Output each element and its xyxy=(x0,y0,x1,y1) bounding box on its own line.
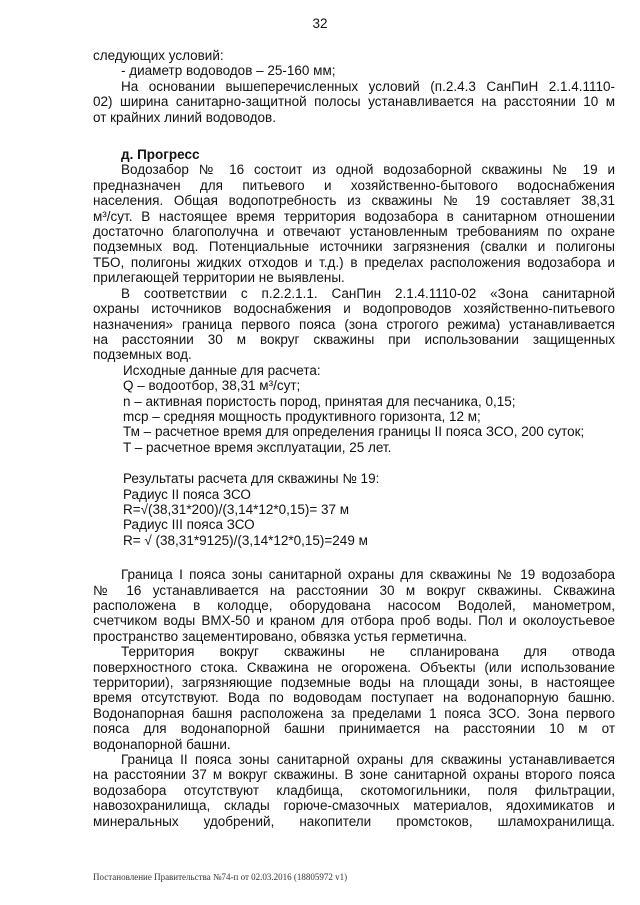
section-heading: д. Прогресс xyxy=(121,147,200,163)
text-line: В соответствии с п.2.2.1.1. СанПин 2.1.4.1110-02 «Зона санитарной xyxy=(121,285,615,301)
text-line: 02) ширина санитарно-защитной полосы устанавливается на расстоянии 10 м xyxy=(93,94,615,110)
text-line: достаточно благополучна и отвечают установленным требованиям по охране xyxy=(93,224,615,240)
text-line: время отсутствуют. Вода по водоводам поступает на водонапорную башню. xyxy=(93,690,615,706)
text-line: назначения» граница первого пояса (зона строгого режима) устанавливается xyxy=(93,316,615,332)
input-item: mср – средняя мощность продуктивного горизонта, 12 м; xyxy=(123,408,481,424)
text-line: водозабора отсутствуют кладбища, скотомогильники, поля фильтрации, xyxy=(93,782,615,798)
text-line: Граница II пояса зоны санитарной охраны для скважины устанавливается xyxy=(121,752,615,768)
document-body xyxy=(93,48,615,829)
result-formula: R=√(38,31*200)/(3,14*12*0,15)= 37 м xyxy=(123,501,350,517)
text-line: от крайних линий водоводов. xyxy=(93,109,276,125)
text-line: Граница I пояса зоны санитарной охраны для скважины № 19 водозабора xyxy=(121,567,615,583)
text-line: м³/сут. В настоящее время территория водозабора в санитарном отношении xyxy=(93,208,615,224)
text-line: пояса для водонапорной башни принимается на расстоянии 10 м от xyxy=(93,721,615,737)
text-line: населения. Общая водопотребность из скважины № 19 составляет 38,31 xyxy=(93,193,615,209)
text-line: расположена в колодце, оборудована насосом Водолей, манометром, xyxy=(93,598,615,613)
input-item: Q – водоотбор, 38,31 м³/сут; xyxy=(123,378,301,394)
text-line: ТБО, полигоны жидких отходов и т.д.) в пределах расположения водозабора и xyxy=(93,254,615,270)
text-line: навозохранилища, склады горюче-смазочных материалов, ядохимикатов и xyxy=(93,798,615,814)
text-line: следующих условий: xyxy=(93,48,224,63)
text-line: Водозабор № 16 состоит из одной водозаборной скважины № 19 и xyxy=(121,162,615,178)
text-line: № 16 устанавливается на расстоянии 30 м вокруг скважины. Скважина xyxy=(93,582,615,598)
result-item: Радиус II пояса ЗСО xyxy=(123,486,251,502)
text-line: пространство зацементировано, обвязка устья герметична. xyxy=(93,628,468,644)
text-line: Территория вокруг скважины не спланирована для отвода xyxy=(121,644,615,660)
result-item: Радиус III пояса ЗСО xyxy=(123,517,255,533)
text-line: территории), загрязняющие подземные воды на площади зоны, в настоящее xyxy=(93,675,615,691)
list-item: - диаметр водоводов – 25-160 мм; xyxy=(121,63,336,79)
text-line: Водонапорная башня расположена за пределами 1 пояса ЗСО. Зона первого xyxy=(93,705,615,721)
input-item: n – активная пористость пород, принятая для песчаника, 0,15; xyxy=(123,393,516,409)
text-line: поверхностного стока. Скважина не огорожена. Объекты (или использование xyxy=(93,659,615,675)
text-line: На основании вышеперечисленных условий (п.2.4.3 СанПиН 2.1.4.1110- xyxy=(121,78,615,94)
inputs-title: Исходные данные для расчета: xyxy=(123,362,321,378)
page-number: 32 xyxy=(312,16,328,31)
text-line: минеральных удобрений, накопители промстоков, шламохранилища. xyxy=(93,813,615,829)
text-line: предназначен для питьевого и хозяйственно-бытового водоснабжения xyxy=(93,177,615,193)
text-line: водонапорной башни. xyxy=(93,736,231,752)
input-item: T – расчетное время эксплуатации, 25 лет. xyxy=(123,439,392,455)
text-line: счетчиком воды ВМХ-50 и краном для отбора проб воды. Пол и околоустьевое xyxy=(93,613,615,629)
result-formula: R= √ (38,31*9125)/(3,14*12*0,15)=249 м xyxy=(123,532,368,548)
results-title: Результаты расчета для скважины № 19: xyxy=(123,471,380,487)
text-line: прилегающей территории не выявлены. xyxy=(93,270,345,286)
text-line: охраны источников водоснабжения и водопроводов хозяйственно-питьевого xyxy=(93,301,615,317)
document-footer: Постановление Правительства №74-п от 02.03.2016 (18805972 v1) xyxy=(93,872,348,882)
text-line: на расстоянии 37 м вокруг скважины. В зоне санитарной охраны второго пояса xyxy=(93,767,615,783)
input-item: Тм – расчетное время для определения границы II пояса ЗСО, 200 суток; xyxy=(123,424,585,440)
text-line: подземных вод. xyxy=(93,347,192,363)
text-line: подземных вод. Потенциальные источники загрязнения (свалки и полигоны xyxy=(93,239,615,255)
text-line: на расстоянии 30 м вокруг скважины при использовании защищенных xyxy=(93,331,615,347)
